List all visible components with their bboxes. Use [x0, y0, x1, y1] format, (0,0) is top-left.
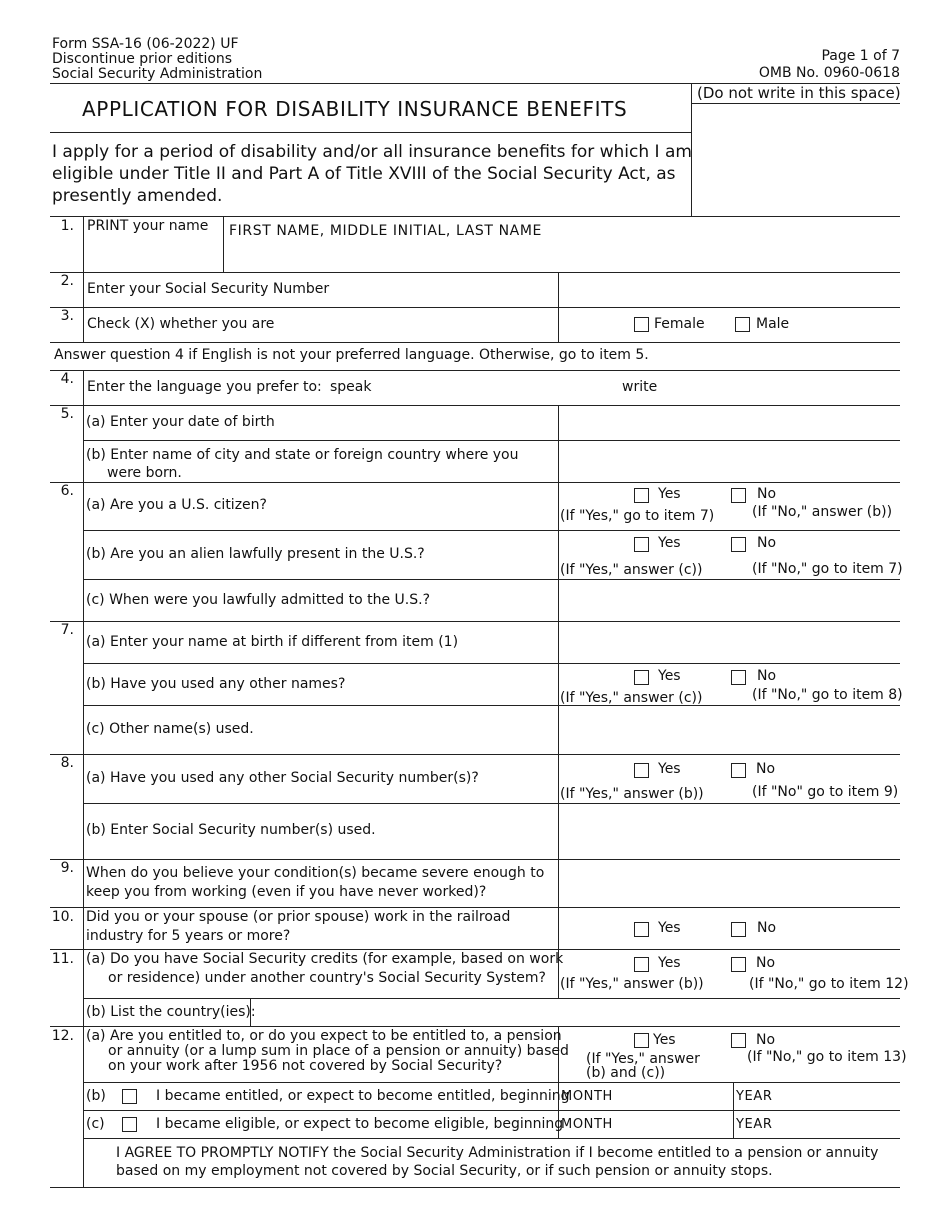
page-title: APPLICATION FOR DISABILITY INSURANCE BENEFITS [82, 97, 628, 121]
q12c-month-field[interactable] [559, 1111, 732, 1137]
row-divider [50, 307, 900, 308]
q3-label: Check (X) whether you are [87, 316, 275, 332]
q8a-no-note: (If "No" go to item 9) [752, 784, 899, 800]
subrow-divider [83, 530, 900, 531]
page-number: Page 1 of 7 [821, 48, 900, 64]
q11a-label-line2: or residence) under another country's Social Security System? [108, 970, 546, 986]
q7b-no-note: (If "No," go to item 8) [752, 687, 903, 703]
q12c-tag: (c) [86, 1116, 105, 1132]
q12c-label: I became eligible, or expect to become eligible, beginning [156, 1116, 564, 1132]
q12b-year-field[interactable] [734, 1083, 900, 1109]
other-ssn-field[interactable] [559, 804, 900, 858]
q11a-no-checkbox[interactable] [731, 957, 746, 972]
q10-no-checkbox[interactable] [731, 922, 746, 937]
q12b-tag: (b) [86, 1088, 106, 1104]
onset-date-field[interactable] [559, 860, 900, 906]
q10-yes-checkbox[interactable] [634, 922, 649, 937]
q1-hint: FIRST NAME, MIDDLE INITIAL, LAST NAME [229, 223, 542, 239]
col-divider [558, 405, 559, 998]
q6b-label: (b) Are you an alien lawfully present in the U.S.? [86, 546, 425, 562]
female-label: Female [654, 316, 705, 332]
intro-line-2: eligible under Title II and Part A of Title XVIII of the Social Security Act, as [52, 164, 676, 184]
year-label: YEAR [736, 1089, 773, 1104]
male-label: Male [756, 316, 790, 332]
form-id: Form SSA-16 (06-2022) UF [52, 36, 239, 52]
ssn-field[interactable] [559, 273, 900, 306]
row-divider [50, 754, 900, 755]
q8b-label: (b) Enter Social Security number(s) used. [86, 822, 376, 838]
q7b-yes-note: (If "Yes," answer (c)) [560, 690, 703, 706]
q2-label: Enter your Social Security Number [87, 281, 330, 297]
item-number: 12. [51, 1028, 74, 1044]
item-number: 1. [60, 218, 74, 234]
divider [50, 132, 691, 133]
q11a-label-line1: (a) Do you have Social Security credits (for example, based on work [86, 951, 564, 967]
birth-name-field[interactable] [559, 622, 900, 662]
q8a-yes-note: (If "Yes," answer (b)) [560, 786, 704, 802]
yes-label: Yes [653, 1032, 676, 1048]
q6c-label: (c) When were you lawfully admitted to the U.S.? [86, 592, 431, 608]
q12a-yes-note-line1: (If "Yes," answer [586, 1051, 700, 1067]
q11b-label: (b) List the country(ies): [86, 1004, 256, 1020]
q6a-no-checkbox[interactable] [731, 488, 746, 503]
subrow-divider [83, 1138, 900, 1139]
q12a-label-line2: or annuity (or a lump sum in place of a pension or annuity) based [108, 1043, 569, 1059]
row-divider [50, 342, 900, 343]
q4-instruction: Answer question 4 if English is not your preferred language. Otherwise, go to item 5. [54, 347, 649, 363]
q7a-label: (a) Enter your name at birth if different from item (1) [86, 634, 459, 650]
q8a-yes-checkbox[interactable] [634, 763, 649, 778]
yes-label: Yes [658, 535, 681, 551]
q6a-no-note: (If "No," answer (b)) [752, 504, 893, 520]
q11a-yes-note: (If "Yes," answer (b)) [560, 976, 704, 992]
q12b-label: I became entitled, or expect to become entitled, beginning [156, 1088, 570, 1104]
q12a-no-checkbox[interactable] [731, 1033, 746, 1048]
q7b-label: (b) Have you used any other names? [86, 676, 346, 692]
q6b-no-note: (If "No," go to item 7) [752, 561, 903, 577]
q8a-no-checkbox[interactable] [731, 763, 746, 778]
item-number: 3. [60, 308, 74, 324]
item-number: 6. [60, 483, 74, 499]
q6a-yes-checkbox[interactable] [634, 488, 649, 503]
no-label: No [756, 955, 776, 971]
agreement-line-2: based on my employment not covered by Social Security, or if such pension or annuity stops. [116, 1163, 773, 1179]
q12a-yes-note-line2: (b) and (c)) [586, 1065, 666, 1081]
q5b-label-line1: (b) Enter name of city and state or foreign country where you [86, 447, 519, 463]
q11a-no-note: (If "No," go to item 12) [749, 976, 909, 992]
q6a-label: (a) Are you a U.S. citizen? [86, 497, 267, 513]
subrow-divider [83, 663, 900, 664]
yes-label: Yes [658, 486, 681, 502]
yes-label: Yes [658, 761, 681, 777]
yes-label: Yes [658, 668, 681, 684]
office-use-box[interactable] [692, 104, 900, 216]
yes-label: Yes [658, 955, 681, 971]
q4-write-label: write [622, 379, 658, 395]
row-divider [50, 370, 900, 371]
birthplace-field[interactable] [559, 441, 900, 481]
q12a-no-note: (If "No," go to item 13) [747, 1049, 907, 1065]
item-number: 10. [51, 909, 74, 925]
q8a-label: (a) Have you used any other Social Security number(s)? [86, 770, 479, 786]
office-use-label: (Do not write in this space) [697, 84, 901, 102]
q6b-yes-checkbox[interactable] [634, 537, 649, 552]
write-language-field[interactable] [662, 374, 898, 402]
item-number: 11. [51, 951, 74, 967]
q7b-no-checkbox[interactable] [731, 670, 746, 685]
col-divider [83, 216, 84, 342]
intro-line-3: presently amended. [52, 186, 223, 206]
no-label: No [757, 920, 777, 936]
agency-name: Social Security Administration [52, 66, 263, 82]
q1-label: PRINT your name [87, 218, 209, 234]
admission-date-field[interactable] [559, 580, 900, 620]
row-divider [50, 482, 900, 483]
q5a-label: (a) Enter your date of birth [86, 414, 275, 430]
item-number: 2. [60, 273, 74, 289]
item-number: 8. [60, 755, 74, 771]
q9-label-line2: keep you from working (even if you have never worked)? [86, 884, 487, 900]
row-divider [50, 1187, 900, 1188]
no-label: No [757, 486, 777, 502]
q6a-yes-note: (If "Yes," go to item 7) [560, 508, 715, 524]
intro-line-1: I apply for a period of disability and/or all insurance benefits for which I am [52, 142, 692, 162]
birth-date-field[interactable] [559, 406, 900, 439]
month-label: MONTH [561, 1089, 613, 1104]
q7b-yes-checkbox[interactable] [634, 670, 649, 685]
row-divider [50, 1026, 900, 1027]
item-number: 7. [60, 622, 74, 638]
yes-label: Yes [658, 920, 681, 936]
no-label: No [757, 668, 777, 684]
q12c-checkbox[interactable] [122, 1117, 137, 1132]
q12c-year-field[interactable] [734, 1111, 900, 1137]
item-number: 4. [60, 371, 74, 387]
q12a-yes-checkbox[interactable] [634, 1033, 649, 1048]
name-field[interactable] [224, 242, 900, 271]
no-label: No [756, 761, 776, 777]
month-label: MONTH [561, 1117, 613, 1132]
speak-language-field[interactable] [380, 374, 610, 402]
q12a-label-line3: on your work after 1956 not covered by Social Security? [108, 1058, 503, 1074]
q11a-yes-checkbox[interactable] [634, 957, 649, 972]
female-checkbox[interactable] [634, 317, 649, 332]
q7c-label: (c) Other name(s) used. [86, 721, 254, 737]
q10-label-line2: industry for 5 years or more? [86, 928, 291, 944]
row-divider [50, 216, 900, 217]
row-divider [50, 907, 900, 908]
q6b-no-checkbox[interactable] [731, 537, 746, 552]
year-label: YEAR [736, 1117, 773, 1132]
col-divider [83, 370, 84, 1187]
countries-field[interactable] [251, 999, 900, 1025]
q12a-label-line1: (a) Are you entitled to, or do you expect to be entitled to, a pension [86, 1028, 562, 1044]
no-label: No [756, 1032, 776, 1048]
q12b-month-field[interactable] [559, 1083, 732, 1109]
q9-label-line1: When do you believe your condition(s) became severe enough to [86, 865, 545, 881]
q6b-yes-note: (If "Yes," answer (c)) [560, 562, 703, 578]
q10-label-line1: Did you or your spouse (or prior spouse) work in the railroad [86, 909, 511, 925]
omb-number: OMB No. 0960-0618 [758, 65, 900, 81]
q4-label: Enter the language you prefer to: [87, 379, 322, 395]
agreement-line-1: I AGREE TO PROMPTLY NOTIFY the Social Security Administration if I become entitled to a pension or annuity [116, 1145, 879, 1161]
no-label: No [757, 535, 777, 551]
q4-speak-label: speak [330, 379, 372, 395]
male-checkbox[interactable] [735, 317, 750, 332]
discontinue-note: Discontinue prior editions [52, 51, 233, 67]
other-names-field[interactable] [559, 706, 900, 753]
row-divider [50, 949, 900, 950]
q12b-checkbox[interactable] [122, 1089, 137, 1104]
q5b-label-line2: were born. [107, 465, 182, 481]
item-number: 5. [60, 406, 74, 422]
item-number: 9. [60, 860, 74, 876]
